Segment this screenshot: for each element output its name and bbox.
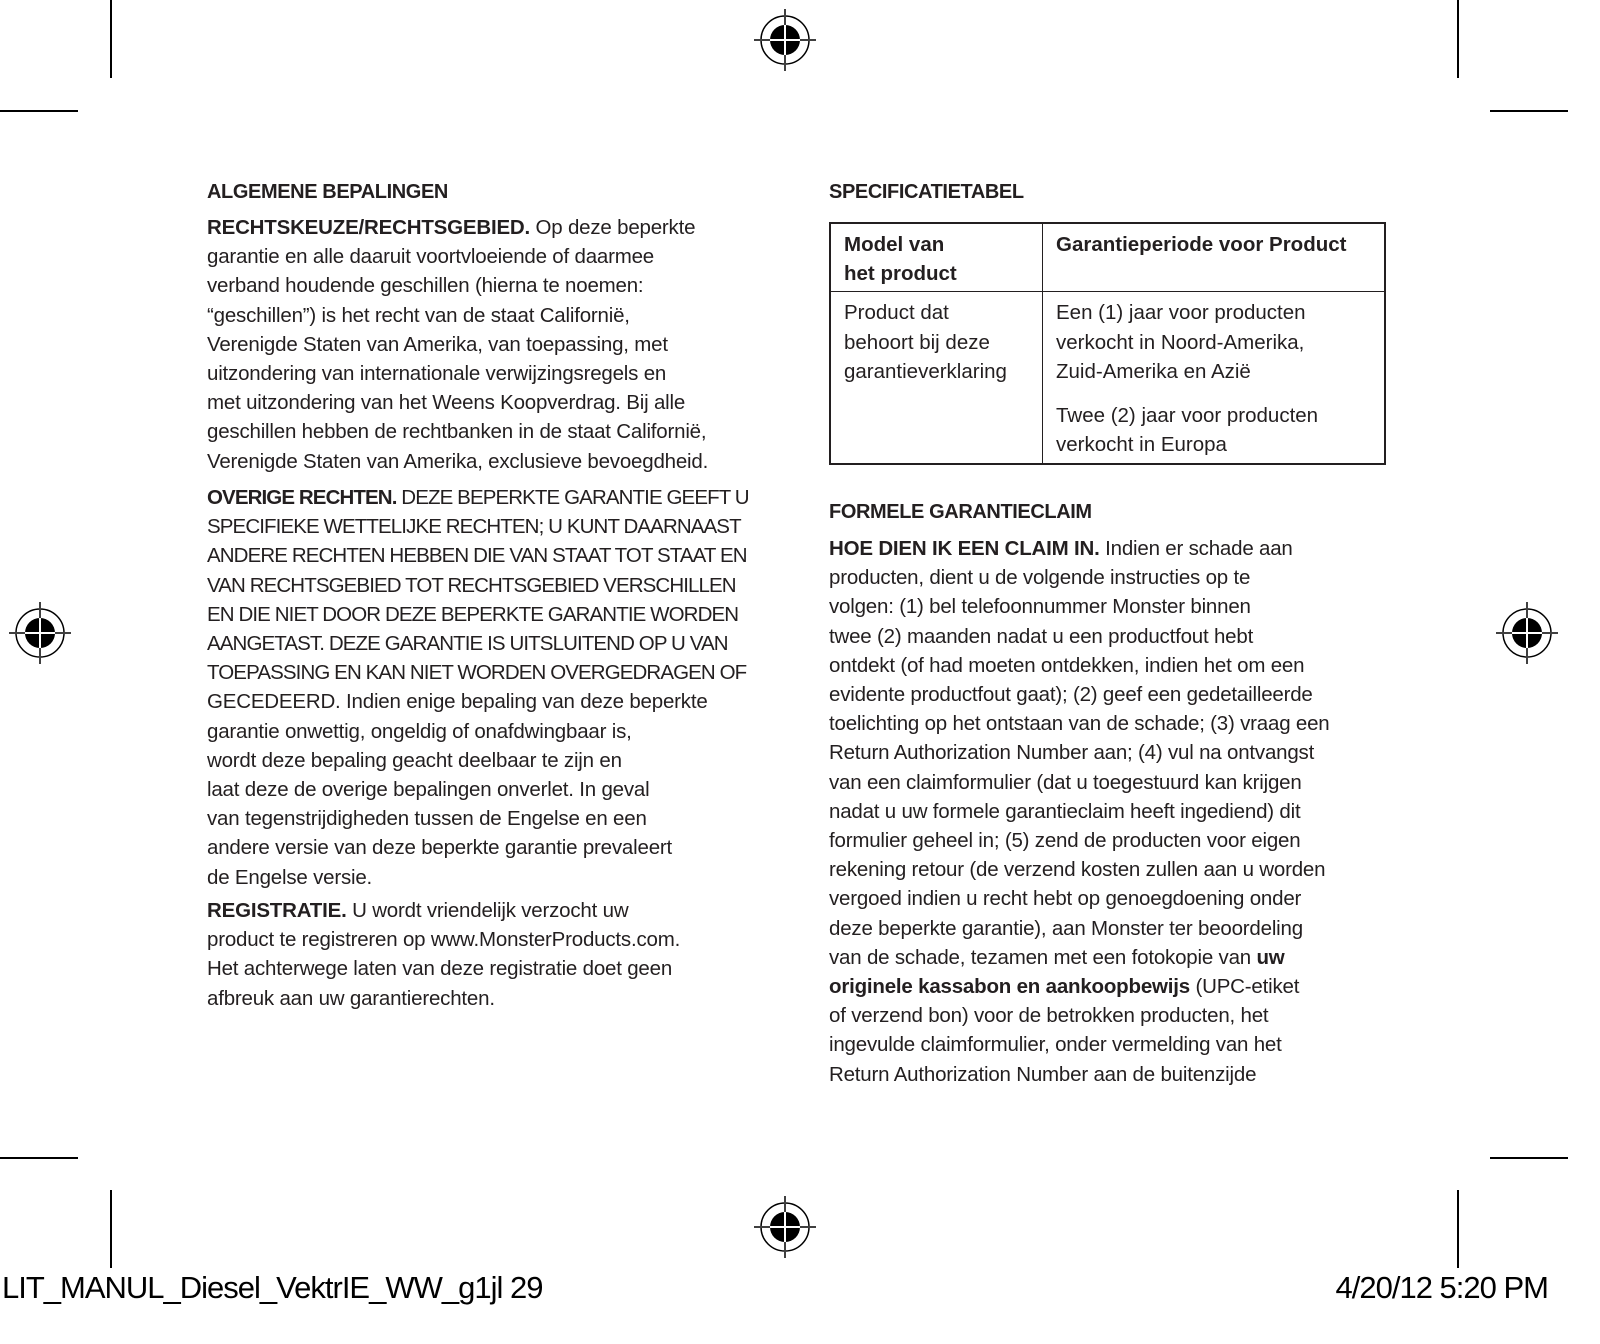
line-text: nadat u uw formele garantieclaim heeft ingediend) dit: [829, 799, 1301, 823]
registration-mark-icon: [1496, 602, 1558, 664]
text-line: [207, 330, 708, 359]
line-text: VAN RECHTSGEBIED TOT RECHTSGEBIED VERSCHILLEN: [207, 573, 736, 597]
cell-line: verkocht in Europa: [1056, 433, 1227, 457]
line-text: producten, dient u de volgende instructies op te: [829, 566, 1251, 590]
line-text: wordt deze bepaling geacht deelbaar te zijn en: [207, 748, 622, 772]
text-line: [829, 622, 1330, 651]
bold-text: originele kassabon en aankoopbewijs: [829, 975, 1190, 999]
line-text: van een claimformulier (dat u toegestuurd kan krijgen: [829, 770, 1302, 794]
text-line: Return Authorization Number aan de buitenzijde: [829, 1062, 1257, 1086]
crop-mark: [1457, 0, 1459, 78]
text-line: [829, 651, 1330, 680]
table-header-model: [830, 223, 1043, 292]
table-cell-model: [830, 292, 1043, 465]
text-line: [207, 417, 708, 446]
registration-mark-icon: [754, 1196, 816, 1258]
lead-in-bold: REGISTRATIE.: [207, 899, 347, 922]
line-text: deze beperkte garantie), aan Monster ter beoordeling: [829, 916, 1303, 940]
text-line: [207, 746, 749, 775]
text-line: [829, 855, 1330, 884]
line-text: van de schade, tezamen met een fotokopie van: [829, 945, 1257, 969]
line-text: Het achterwege laten van deze registratie doet geen: [207, 957, 673, 981]
line-text: SPECIFIEKE WETTELIJKE RECHTEN; U KUNT DAARNAAST: [207, 515, 741, 539]
cell-line: Zuid-Amerika en Azië: [1056, 359, 1251, 383]
line-text: uitzondering van internationale verwijzingsregels en: [207, 362, 667, 386]
text-line: [829, 738, 1330, 767]
section-heading-general: ALGEMENE BEPALINGEN: [207, 181, 448, 203]
cell-line: Twee (2) jaar voor producten: [1056, 404, 1319, 428]
line-text: van tegenstrijdigheden tussen de Engelse en een: [207, 807, 647, 831]
text-line: [829, 914, 1330, 943]
text-line: of verzend bon) voor de betrokken producten, het: [829, 1004, 1269, 1028]
line-text: met uitzondering van het Weens Koopverdrag. Bij alle: [207, 391, 686, 415]
text-line: [207, 833, 749, 862]
line-text: U wordt vriendelijk verzocht uw: [346, 899, 629, 922]
line-text: vergoed indien u recht hebt op genoegdoening onder: [829, 887, 1302, 911]
text-line: [207, 804, 749, 833]
text-line: [207, 863, 749, 892]
text-line: ingevulde claimformulier, onder vermelding van het: [829, 1033, 1282, 1057]
line-text: Indien er schade aan: [1099, 537, 1293, 560]
crop-mark: [0, 110, 78, 112]
specification-table: [829, 222, 1386, 465]
bold-text: uw: [1256, 945, 1285, 969]
registration-mark-icon: [754, 9, 816, 71]
paragraph-jurisdiction: [207, 213, 708, 476]
cell-line: Product dat: [844, 301, 949, 325]
text-line: [207, 571, 749, 600]
lead-in-bold: OVERIGE RECHTEN.: [207, 486, 397, 509]
line-text: afbreuk aan uw garantierechten.: [207, 986, 495, 1010]
text-line: [207, 984, 680, 1013]
text-line: [207, 213, 708, 242]
line-text: Return Authorization Number aan; (4) vul na ontvangst: [829, 741, 1315, 765]
text-line: [207, 717, 749, 746]
crop-mark: [1490, 1157, 1568, 1159]
line-text: formulier geheel in; (5) zend de producten voor eigen: [829, 829, 1301, 853]
text-line: [207, 271, 708, 300]
line-text: evidente productfout gaat); (2) geef een gedetailleerde: [829, 683, 1313, 707]
footer-date-time: 4/20/12 5:20 PM: [1335, 1270, 1548, 1305]
line-text: AANGETAST. DEZE GARANTIE IS UITSLUITEND OP U VAN: [207, 632, 728, 656]
text-line: [207, 301, 708, 330]
line-text: twee (2) maanden nadat u een productfout hebt: [829, 624, 1254, 648]
header-line: Model van: [844, 233, 945, 256]
paragraph-other-rights: [207, 483, 749, 892]
line-text: ontdekt (of had moeten ontdekken, indien het om een: [829, 653, 1305, 677]
text-line: [207, 896, 680, 925]
line-text: Op deze beperkte: [530, 216, 696, 239]
text-line: [207, 658, 749, 687]
line-text: product te registreren op www.MonsterProducts.com.: [207, 928, 681, 952]
table-row: [830, 292, 1385, 465]
header-line: het product: [844, 262, 957, 286]
lead-in-bold: RECHTSKEUZE/RECHTSGEBIED.: [207, 216, 531, 239]
line-text: “geschillen”) is het recht van de staat Californië,: [207, 303, 630, 327]
line-text: ANDERE RECHTEN HEBBEN DIE VAN STAAT TOT STAAT EN: [207, 544, 747, 568]
text-line: [829, 709, 1330, 738]
text-line: [207, 242, 708, 271]
text-line: [207, 954, 680, 983]
text-line: [207, 600, 749, 629]
paragraph-registration: [207, 896, 680, 1013]
table-header-row: [830, 223, 1385, 292]
table-cell-period: [1043, 292, 1386, 465]
paragraph-claim: [829, 534, 1330, 1089]
text-line: [829, 680, 1330, 709]
line-text: volgen: (1) bel telefoonnummer Monster binnen: [829, 595, 1251, 619]
text-line: [207, 483, 749, 512]
text-line: [829, 826, 1330, 855]
text-line: [207, 359, 708, 388]
text-line: [829, 563, 1330, 592]
text-line: [829, 592, 1330, 621]
lead-in-bold: HOE DIEN IK EEN CLAIM IN.: [829, 537, 1100, 560]
cell-line: verkocht in Noord-Amerika,: [1056, 330, 1305, 354]
line-text: laat deze de overige bepalingen onverlet. In geval: [207, 778, 650, 802]
line-text: andere versie van deze beperkte garantie prevaleert: [207, 836, 673, 860]
text-line: [207, 512, 749, 541]
text-line: [207, 388, 708, 417]
line-text: geschillen hebben de rechtbanken in de staat Californië,: [207, 420, 707, 444]
line-text: DEZE BEPERKTE GARANTIE GEEFT U: [396, 486, 749, 509]
text-line: [207, 447, 708, 476]
text-line: [829, 768, 1330, 797]
line-text: GECEDEERD. Indien enige bepaling van deze beperkte: [207, 690, 708, 714]
text-line: [207, 541, 749, 570]
crop-mark: [110, 1190, 112, 1268]
text-line: [207, 925, 680, 954]
crop-mark: [0, 1157, 78, 1159]
crop-mark: [1490, 110, 1568, 112]
text-line: [207, 687, 749, 716]
text-line: [207, 775, 749, 804]
section-heading-claim: FORMELE GARANTIECLAIM: [829, 501, 1092, 523]
text-line: [829, 943, 1330, 972]
registration-mark-icon: [9, 602, 71, 664]
line-text: de Engelse versie.: [207, 865, 373, 889]
footer-file-info: LIT_MANUL_Diesel_VektrIE_WW_g1jl 29: [2, 1270, 543, 1305]
line-text: EN DIE NIET DOOR DEZE BEPERKTE GARANTIE WORDEN: [207, 602, 739, 626]
cell-line: behoort bij deze: [844, 330, 990, 354]
text-line: [829, 797, 1330, 826]
text-line: [829, 972, 1330, 1001]
text-line: [829, 884, 1330, 913]
text-line: [829, 534, 1330, 563]
line-text: rekening retour (de verzend kosten zullen aan u worden: [829, 858, 1326, 882]
line-text: Verenigde Staten van Amerika, exclusieve bevoegdheid.: [207, 449, 709, 473]
line-text: (UPC-etiket: [1189, 975, 1300, 999]
line-text: garantie en alle daaruit voortvloeiende of daarmee: [207, 245, 654, 269]
line-text: TOEPASSING EN KAN NIET WORDEN OVERGEDRAGEN OF: [207, 661, 747, 685]
cell-line: Een (1) jaar voor producten: [1056, 301, 1306, 325]
crop-mark: [1457, 1190, 1459, 1268]
line-text: verband houdende geschillen (hierna te noemen:: [207, 274, 644, 298]
crop-mark: [110, 0, 112, 78]
table-header-period: Garantieperiode voor Product: [1043, 223, 1386, 292]
text-line: [207, 629, 749, 658]
cell-line: garantieverklaring: [844, 359, 1007, 383]
section-heading-spec-table: SPECIFICATIETABEL: [829, 181, 1024, 203]
line-text: toelichting op het ontstaan van de schade; (3) vraag een: [829, 712, 1330, 736]
line-text: garantie onwettig, ongeldig of onafdwingbaar is,: [207, 719, 632, 743]
line-text: Verenigde Staten van Amerika, van toepassing, met: [207, 332, 668, 356]
